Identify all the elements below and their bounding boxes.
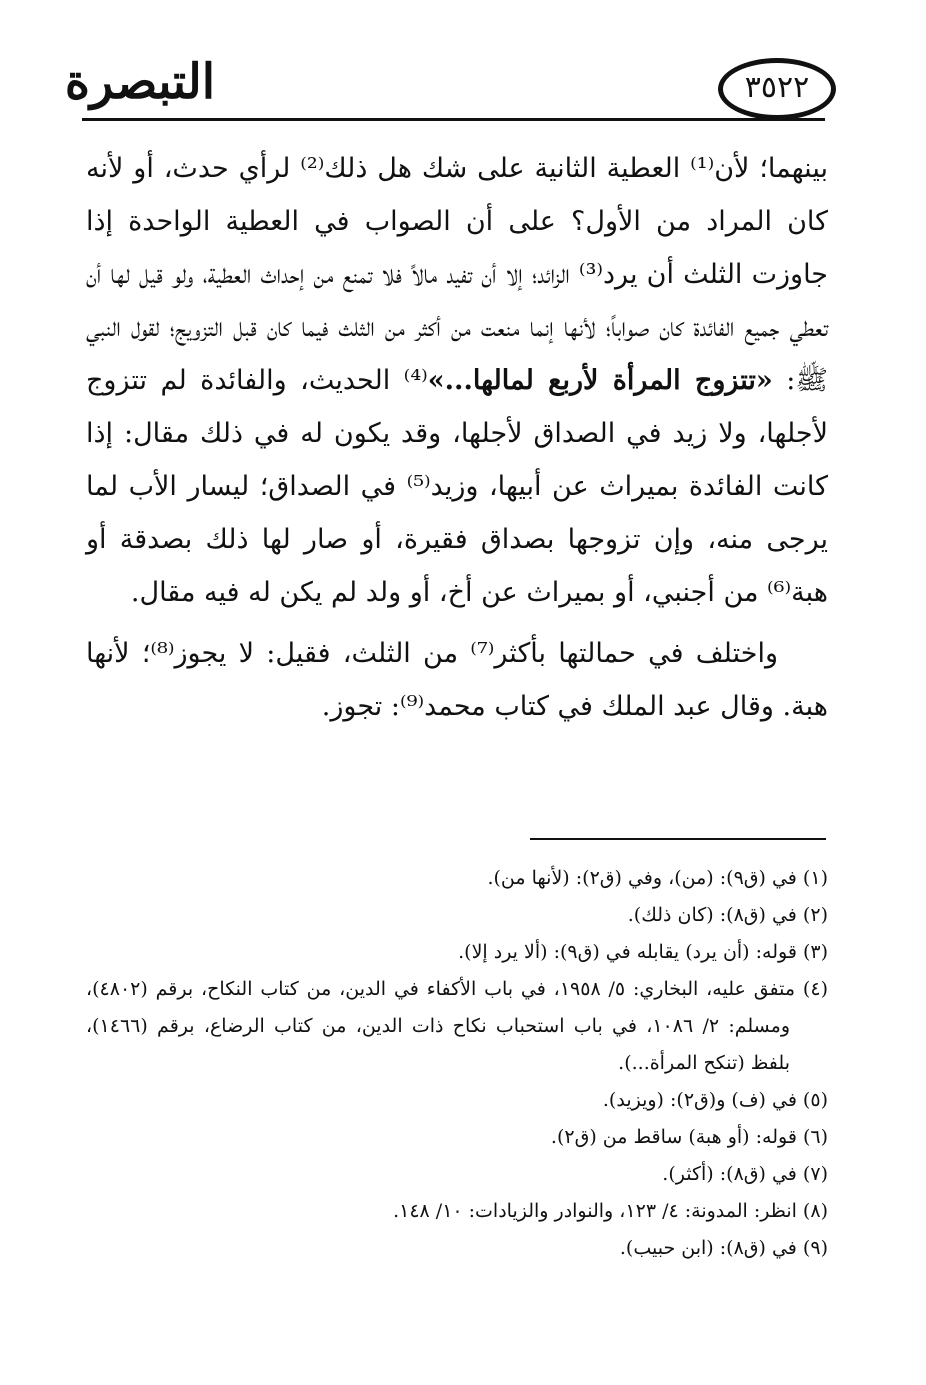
footnote-divider [530, 838, 826, 840]
footnote-7: (٧) في (ق٨): (أكثر). [662, 1163, 828, 1185]
page-number: ٣٥٢٢ [718, 58, 836, 120]
paragraph-1-text-a: بينهما؛ لأن⁽¹⁾ العطية الثانية على شك هل ذلك⁽²⁾ لرأي حدث، أو لأنه كان المراد من الأول؟ على أن الصواب في العطية الواحدة إذا جاوزت الثلث أن يرد⁽³⁾ الزائد؛ إلا أن تفيد مالاً فلا تمنع من إحداث العطية، ولو قيل لها أن تعطي جميع الفائدة كان صواباً؛ لأنها إنما منعت من أكثر من الثلث فيما كان قبل التزويج؛ لقول النبي ﷺ: [86, 153, 829, 396]
footnote-1: (١) في (ق٩): (من)، وفي (ق٢): (لأنها من). [487, 867, 828, 889]
paragraph-1 [86, 142, 828, 619]
book-title: التبصرة [64, 54, 216, 110]
footnote-6: (٦) قوله: (أو هبة) ساقط من (ق٢). [550, 1126, 828, 1148]
hadith-quote: «تتزوج المرأة لأربع لمالها...» [427, 365, 773, 396]
footnote-4: (٤) متفق عليه، البخاري: ٥/ ١٩٥٨، في باب الأكفاء في الدين، من كتاب النكاح، برقم (٤٨٠٢)، ومسلم: ٢/ ١٠٨٦، في باب استحباب نكاح ذات الدين، من كتاب الرضاع، برقم (١٤٦٦)، بلفظ (تنكح المرأة...). [86, 978, 828, 1074]
footnote-2: (٢) في (ق٨): (كان ذلك). [627, 904, 828, 926]
footnote-8: (٨) انظر: المدونة: ٤/ ١٢٣، والنوادر والزيادات: ١٠/ ١٤٨. [393, 1200, 828, 1222]
paragraph-1-text-b: ⁽⁴⁾ الحديث، والفائدة لم تتزوج لأجلها، ولا زيد في الصداق لأجلها، وقد يكون له في ذلك مقال: إذا كانت الفائدة بميراث عن أبيها، وزيد⁽⁵⁾ في الصداق؛ ليسار الأب لما يرجى منه، وإن تزوجها بصداق فقيرة، أو صار لها ذلك بصدقة أو هبة⁽⁶⁾ من أجنبي، أو بميراث عن أخ، أو ولد لم يكن له فيه مقال. [86, 365, 828, 608]
footnotes [86, 860, 828, 1267]
footnote-9: (٩) في (ق٨): (ابن حبيب). [619, 1237, 828, 1259]
header-divider [82, 118, 825, 121]
footnote-5: (٥) في (ف) و(ق٢): (ويزيد). [602, 1089, 828, 1111]
footnote-3: (٣) قوله: (أن يرد) يقابله في (ق٩): (ألا يرد إلا). [458, 941, 828, 963]
paragraph-2: واختلف في حمالتها بأكثر⁽⁷⁾ من الثلث، فقيل: لا يجوز⁽⁸⁾؛ لأنها هبة. وقال عبد الملك في كتاب محمد⁽⁹⁾: تجوز. [86, 638, 828, 722]
main-text [86, 142, 828, 733]
